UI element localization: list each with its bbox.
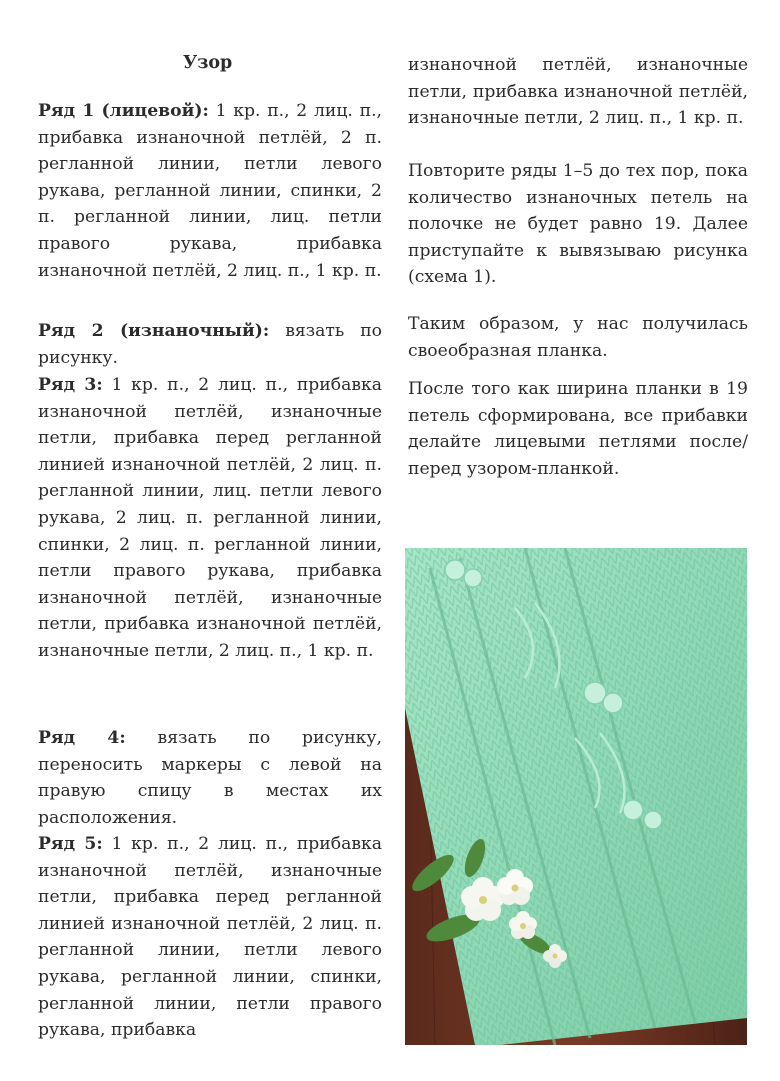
row-4-text: вязать по рисунку, переносить маркеры с левой на правую спицу в местах их расположения. xyxy=(38,728,382,828)
row-5-paragraph xyxy=(38,831,382,1044)
summary-paragraph: Таким образом, у нас получилась своеобразная планка. xyxy=(408,314,748,361)
row-3-label: Ряд 3: xyxy=(38,375,103,395)
row-5-text: 1 кр. п., 2 лиц. п., прибавка изнаночной петлёй, изнаночные петли, прибавка перед регланной линией изнаночной петлёй, 2 лиц. п. регланной линии, петли левого рукава, регланной линии, спинки, регланной линии, петли правого рукава, прибавка xyxy=(38,834,382,1041)
row-2-paragraph xyxy=(38,318,382,371)
continuation-paragraph: изнаночной петлёй, изнаночные петли, прибавка изнаночной петлёй, изнаночные петли, 2 лиц. п., 1 кр. п. xyxy=(408,55,748,129)
row-5-label: Ряд 5: xyxy=(38,834,103,854)
row-3-text: 1 кр. п., 2 лиц. п., прибавка изнаночной петлёй, изнаночные петли, прибавка перед регланной линией изнаночной петлёй, 2 лиц. п. регланной линии, лиц. петли левого рукава, 2 лиц. п. регланной линии, спинки, 2 лиц. п. регланной линии, петли правого рукава, прибавка изнаночной петлёй, изнаночные петли, прибавка изнаночной петлёй, изнаночные петли, 2 лиц. п., 1 кр. п. xyxy=(38,375,382,661)
repeat-instructions-paragraph: Повторите ряды 1–5 до тех пор, пока количество изнаночных петель на полочке не будет равно 19. Далее приступайте к вывязываю рисунка (схема 1). xyxy=(408,161,748,288)
row-1-label: Ряд 1 (лицевой): xyxy=(38,101,209,121)
row-3-paragraph xyxy=(38,372,382,665)
row-2-text: вязать по рисунку. xyxy=(38,321,382,368)
row-1-paragraph xyxy=(38,98,382,284)
increases-paragraph: После того как ширина планки в 19 петель сформирована, все прибавки делайте лицевыми петлями после/перед узором-планкой. xyxy=(408,379,748,479)
knitted-sample-photo xyxy=(405,548,747,1045)
row-4-paragraph xyxy=(38,725,382,831)
row-4-label: Ряд 4: xyxy=(38,728,126,748)
page-heading: Узор xyxy=(183,53,233,73)
row-1-text: 1 кр. п., 2 лиц. п., прибавка изнаночной петлёй, 2 п. регланной линии, петли левого рукава, регланной линии, спинки, 2 п. регланной линии, лиц. петли правого рукава, прибавка изнаночной петлёй, 2 лиц. п., 1 кр. п. xyxy=(38,101,382,281)
row-2-label: Ряд 2 (изнаночный): xyxy=(38,321,270,341)
